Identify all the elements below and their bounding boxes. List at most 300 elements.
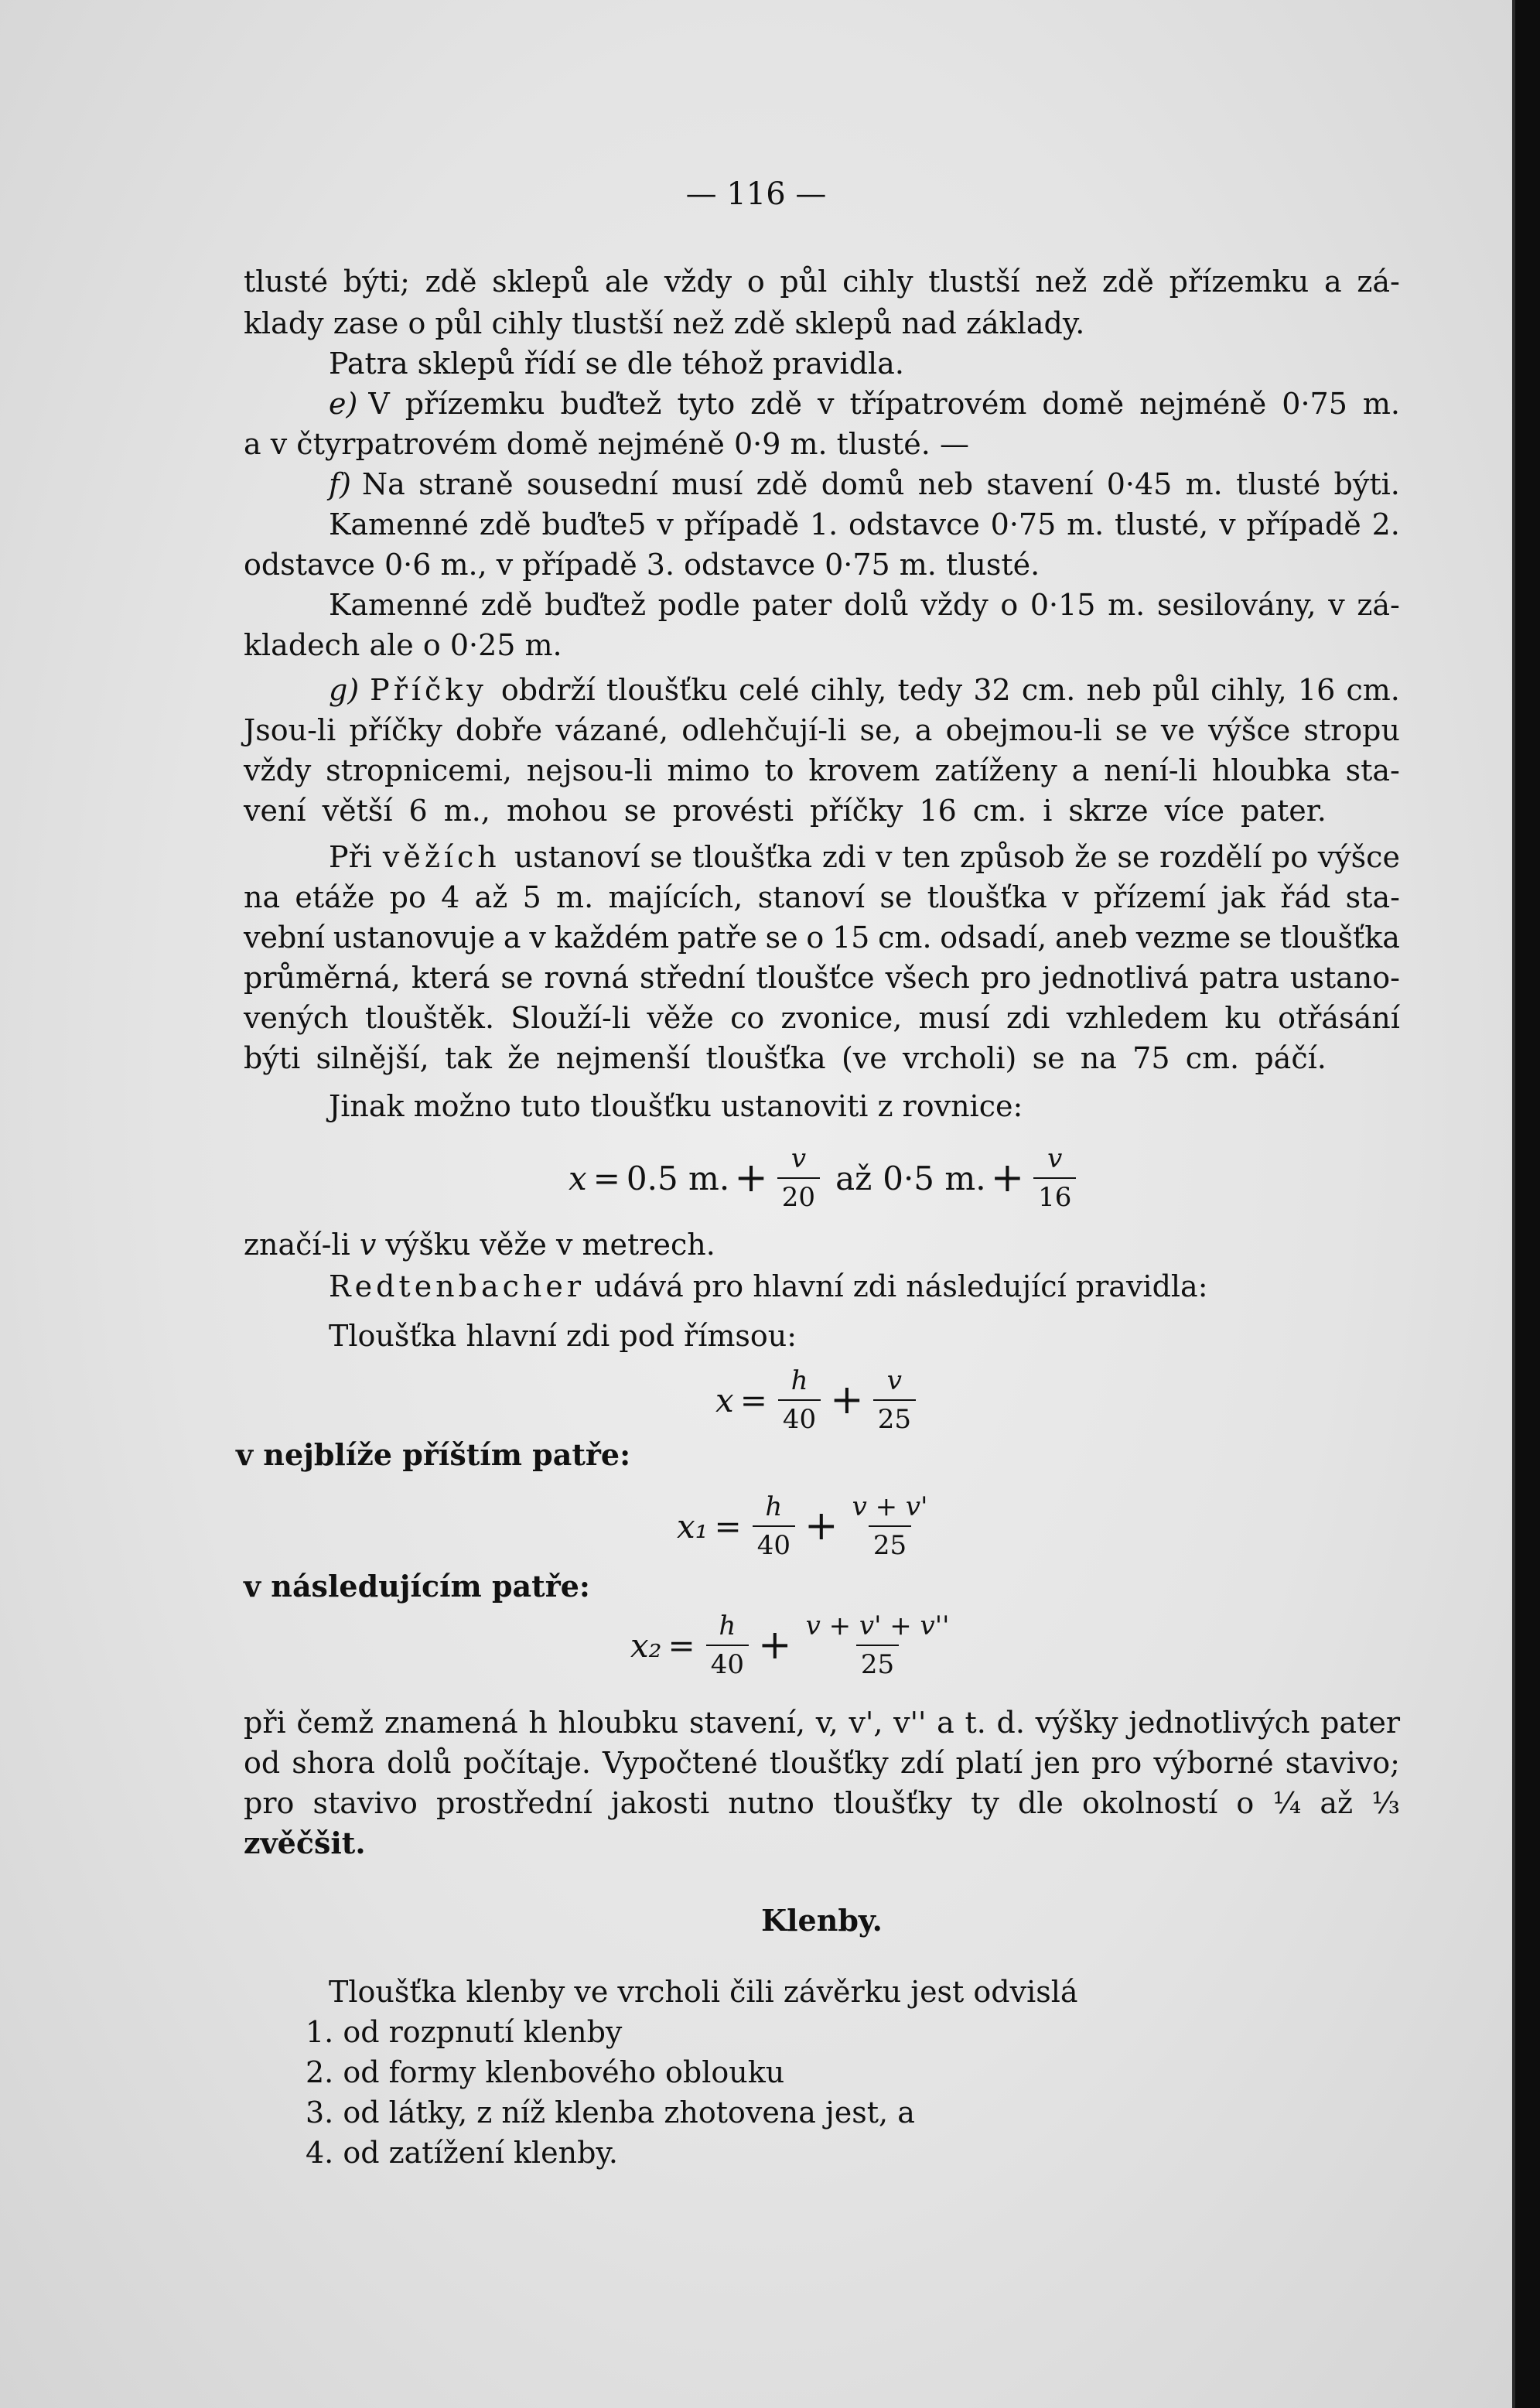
text-line — [244, 880, 1400, 914]
text-word: zdě — [480, 588, 533, 622]
text-word: 5 — [522, 880, 541, 914]
text-word: jakosti — [610, 1786, 710, 1820]
text-word: vební — [244, 921, 325, 955]
text-word: přízemku — [1169, 265, 1310, 299]
formula-op: + — [734, 1155, 768, 1201]
text-word: příčky — [809, 794, 903, 828]
text-word: hloubku — [558, 1706, 679, 1740]
formula-fraction: $\frac{h}{40}$ — [753, 1491, 795, 1561]
text-word: cm. — [1346, 673, 1400, 707]
text-word: mohou — [506, 794, 608, 828]
text-word: 6 — [408, 794, 428, 828]
text-word: m., — [443, 794, 490, 828]
text-line: a v čtyrpatrovém domě nejméně 0·9 m. tlusté. — — [244, 427, 969, 461]
text-word: obdrží — [500, 673, 596, 707]
text-word: na — [1080, 1041, 1117, 1075]
text-word: okolností — [1082, 1786, 1218, 1820]
text-line: Patra sklepů řídí se dle téhož pravidla. — [329, 347, 904, 381]
text-line — [244, 713, 1400, 747]
text-word: t. — [965, 1706, 986, 1740]
text-word: o — [746, 265, 765, 299]
text-word: rozdělí — [1159, 840, 1262, 874]
text-word: v — [529, 921, 546, 955]
text-word: vrcholi) — [902, 1041, 1017, 1075]
paragraph-label: g) — [329, 673, 360, 707]
text-word: tloušťka — [705, 1041, 826, 1075]
text-word: v'' — [893, 1706, 927, 1740]
text-line: Tloušťka klenby ve vrcholi čili závěrku jest odvislá — [329, 1975, 1078, 2009]
text-word: vených — [244, 1001, 349, 1035]
text-line — [329, 842, 1400, 872]
text-word: 0·75 — [1282, 387, 1347, 421]
text-word: jen — [1034, 1746, 1080, 1780]
text-line: odstavce 0·6 m., v případě 3. odstavce 0·75 m. tlusté. — [244, 548, 1040, 582]
text-line — [244, 1748, 1400, 1778]
text-word: se — [1238, 921, 1272, 955]
text-word: zdě — [425, 265, 477, 299]
text-word: ustanovuje — [333, 921, 496, 955]
text-word: sklepů — [492, 265, 590, 299]
text-word: odlehčují-li — [681, 713, 847, 747]
formula-var: x — [569, 1159, 587, 1197]
text-word: značí-li — [244, 1228, 350, 1262]
text-word: stavivo — [312, 1786, 418, 1820]
text-word: buďte5 — [541, 507, 647, 541]
text-word: majících, — [608, 880, 743, 914]
text-word: v — [1328, 588, 1345, 622]
text-word: musí — [671, 467, 743, 501]
text-word: 16 — [1297, 673, 1336, 707]
text-line — [244, 1003, 1400, 1033]
list-item: 2. od formy klenbového oblouku — [306, 2055, 785, 2089]
text-word: stavivo; — [1285, 1746, 1400, 1780]
text-word: shora — [292, 1746, 375, 1780]
formula-term: 0.5 m. — [626, 1159, 730, 1197]
text-word: průměrná, — [244, 961, 401, 995]
text-word: 1. — [809, 507, 838, 541]
text-word: výborné — [1153, 1746, 1274, 1780]
text-word: čemž — [296, 1706, 374, 1740]
text-word: tlusté — [1236, 467, 1321, 501]
text-line — [236, 1437, 631, 1472]
text-line: klady zase o půl cihly tlustší než zdě sklepů nad základy. — [244, 306, 1085, 340]
text-word: dolů — [843, 588, 909, 622]
formula-term: 0·5 m. — [883, 1159, 986, 1197]
formula-fraction: $\frac{v}{20}$ — [777, 1143, 820, 1213]
text-word: zá- — [1357, 588, 1400, 622]
text-word: musí — [918, 1001, 990, 1035]
text-word: vezme — [1135, 921, 1231, 955]
formula-eq: = — [592, 1159, 620, 1197]
text-word: než — [1035, 265, 1088, 299]
text-word: krovem — [808, 753, 920, 787]
text-word: 4 — [441, 880, 460, 914]
text-word: platí — [955, 1746, 1023, 1780]
text-word: ⅓ — [1371, 1786, 1400, 1820]
text-word: zdě — [1102, 265, 1154, 299]
text-word: výšce — [1207, 713, 1291, 747]
text-word: v — [1062, 880, 1079, 914]
formula-var: x₁ — [677, 1507, 709, 1546]
text-word: tloušťku — [606, 673, 728, 707]
text-line — [329, 387, 1400, 421]
text-word: jednotlivých — [1129, 1706, 1310, 1740]
text-word: střední — [639, 961, 746, 995]
text-word: domů — [821, 467, 905, 501]
text-word: věže — [647, 1001, 714, 1035]
text-word: stavení, — [688, 1706, 806, 1740]
text-word: odstavce — [848, 507, 980, 541]
text-word: pro — [244, 1786, 295, 1820]
text-word: že — [1074, 840, 1108, 874]
text-word: se — [879, 880, 913, 914]
text-word: sesilovány, — [1156, 588, 1316, 622]
text-word: 32 — [973, 673, 1011, 707]
formula-fraction: $\frac{h}{40}$ — [778, 1365, 821, 1435]
text-word: se — [1117, 840, 1150, 874]
text-word: Slouží-li — [510, 1001, 631, 1035]
text-word: 0·45 — [1106, 467, 1173, 501]
text-word: straně — [418, 467, 514, 501]
text-word: všech — [885, 961, 970, 995]
formula-word: až — [835, 1159, 872, 1197]
text-word: až — [1320, 1786, 1353, 1820]
text-line — [329, 1269, 1208, 1303]
text-word: v — [876, 840, 893, 874]
text-word: dle — [1017, 1786, 1064, 1820]
text-word: ustano- — [1289, 961, 1400, 995]
text-line — [329, 590, 1400, 620]
text-word: zdi — [821, 840, 866, 874]
text-line — [244, 794, 1327, 828]
text-word: tloušťka — [1279, 921, 1400, 955]
formula-2 — [715, 1365, 920, 1435]
page-number: — 116 — — [685, 176, 827, 212]
spaced-term: Redtenbacher — [329, 1269, 586, 1303]
text-word: pro — [1091, 1746, 1142, 1780]
text-word: a — [1071, 753, 1090, 787]
text-word: cm. — [878, 921, 932, 955]
text-word: tak — [444, 1041, 492, 1075]
text-word: cihly — [842, 265, 913, 299]
text-word: obejmou-li — [945, 713, 1102, 747]
text-word: 0·15 — [1030, 588, 1096, 622]
text-line — [329, 675, 1400, 705]
text-line — [244, 1788, 1400, 1818]
text-line — [244, 1043, 1327, 1073]
text-word: Jsou-li — [244, 713, 336, 747]
text-word: cihly, — [810, 673, 887, 707]
text-word: zdě — [750, 387, 803, 421]
text-word: v následujícím patře: — [244, 1569, 590, 1604]
text-word: sousední — [526, 467, 658, 501]
text-word: to — [764, 753, 794, 787]
text-word: se, — [859, 713, 902, 747]
text-word: i — [1043, 794, 1053, 828]
text-word: že — [507, 1041, 541, 1075]
text-word: znamená — [384, 1706, 518, 1740]
text-word: výšku věže v metrech. — [385, 1228, 715, 1262]
text-line — [244, 753, 1400, 787]
formula-eq: = — [714, 1507, 742, 1546]
text-line: zvěčšit. — [244, 1826, 366, 1860]
text-word: zdě — [756, 467, 808, 501]
text-word: řád — [1280, 880, 1331, 914]
text-word: buďtež — [545, 588, 647, 622]
text-word: h — [528, 1706, 548, 1740]
text-word: neb — [917, 467, 974, 501]
text-word: m. — [1185, 467, 1223, 501]
text-word: po — [1271, 840, 1309, 874]
formula-op: + — [758, 1622, 792, 1669]
text-word: o — [1236, 1786, 1255, 1820]
text-word: celé — [739, 673, 800, 707]
text-word: 0·75 — [990, 507, 1057, 541]
formula-var: x — [715, 1381, 734, 1419]
text-word: provésti — [672, 794, 794, 828]
text-word: tyto — [677, 387, 736, 421]
text-word: vzhledem — [1066, 1001, 1209, 1035]
text-word: se — [500, 961, 534, 995]
text-line: Tloušťka hlavní zdi pod římsou: — [329, 1319, 797, 1353]
text-word: patře — [677, 921, 757, 955]
text-word: o — [1000, 588, 1019, 622]
text-word: dobře — [455, 713, 543, 747]
text-line — [244, 1706, 1400, 1740]
text-word: cm. — [1185, 1041, 1240, 1075]
text-line — [244, 265, 1400, 299]
text-word: zatíženy — [934, 753, 1057, 787]
text-word: příčky — [349, 713, 442, 747]
text-word: buďtež — [560, 387, 662, 421]
text-word: až — [474, 880, 508, 914]
text-word: 2. — [1371, 507, 1400, 541]
text-word: sta- — [1345, 753, 1400, 787]
text-word: v — [657, 507, 674, 541]
text-word: se — [1032, 1041, 1065, 1075]
text-word: ve — [1160, 713, 1195, 747]
formula-fraction: $\frac{v + v' + v''}{25}$ — [805, 1610, 950, 1680]
text-word: páčí. — [1255, 1041, 1327, 1075]
text-word: třípatrovém — [849, 387, 1027, 421]
text-word: v — [818, 387, 835, 421]
text-word: pater — [1320, 1706, 1400, 1740]
paragraph-label: e) — [329, 387, 358, 421]
text-word: tlusté, — [1115, 507, 1209, 541]
text-word: býti — [244, 1041, 301, 1075]
text-word: případě — [1246, 507, 1361, 541]
text-word: cihly, — [1210, 673, 1287, 707]
text-word: (ve — [841, 1041, 887, 1075]
text-word: o — [806, 921, 825, 955]
text-line: kladech ale o 0·25 m. — [244, 628, 562, 662]
formula-4 — [630, 1610, 958, 1680]
text-word: 15 — [832, 921, 870, 955]
text-word: Na — [361, 467, 405, 501]
text-word: sta- — [1345, 880, 1400, 914]
text-word: 75 — [1132, 1041, 1170, 1075]
formula-eq: = — [739, 1381, 767, 1419]
text-word: rovná — [544, 961, 630, 995]
text-word: počítaje. — [463, 1746, 591, 1780]
formula-op: + — [990, 1155, 1025, 1201]
text-word: pater — [752, 588, 832, 622]
text-word: patra — [1199, 961, 1279, 995]
text-word: býti; — [343, 265, 410, 299]
text-word: se — [650, 840, 683, 874]
text-word: zdí — [900, 1746, 944, 1780]
text-word: Kamenné — [329, 588, 470, 622]
text-word: ten — [902, 840, 951, 874]
text-word: ty — [971, 1786, 999, 1820]
text-word: tloušťka — [691, 840, 813, 874]
text-word: Kamenné — [329, 507, 470, 541]
text-word: V — [368, 387, 390, 421]
text-word: není-li — [1104, 753, 1197, 787]
text-word: v nejblíže příštím patře: — [236, 1437, 631, 1472]
text-word: přízemku — [405, 387, 545, 421]
text-word: tloušťky — [769, 1746, 889, 1780]
text-word: po — [389, 880, 426, 914]
text-word: se — [765, 921, 798, 955]
text-word: vždy — [664, 265, 732, 299]
text-word: ale — [604, 265, 650, 299]
text-word: m. — [556, 880, 594, 914]
text-word: skrze — [1068, 794, 1149, 828]
paragraph-label: f) — [329, 467, 351, 501]
text-line — [244, 921, 1400, 955]
list-item: 1. od rozpnutí klenby — [306, 2015, 623, 2049]
text-word: stanoví — [757, 880, 866, 914]
text-word: Při — [329, 840, 372, 874]
text-word: výšky — [1035, 1706, 1118, 1740]
text-line — [329, 467, 1400, 501]
text-word: od — [244, 1746, 281, 1780]
text-word: a — [937, 1706, 954, 1740]
text-word: d. — [996, 1706, 1025, 1740]
text-word: podle — [657, 588, 740, 622]
text-line: Jinak možno tuto tloušťku ustanoviti z rovnice: — [329, 1089, 1023, 1123]
text-word: stropnicemi, — [326, 753, 512, 787]
text-word: m. — [1362, 387, 1400, 421]
text-word: vení — [244, 794, 306, 828]
text-word: půl — [780, 265, 828, 299]
text-word: otřásání — [1278, 1001, 1400, 1035]
text-word: a — [1323, 265, 1342, 299]
text-word: ¼ — [1272, 1786, 1302, 1820]
text-word: dolů — [387, 1746, 452, 1780]
text-word: cm. — [972, 794, 1027, 828]
formula-fraction: $\frac{v}{16}$ — [1033, 1143, 1076, 1213]
text-word: neb — [1086, 673, 1142, 707]
text-word: vázané, — [555, 713, 669, 747]
text-word: udává pro hlavní zdi následující pravidla: — [594, 1269, 1208, 1303]
text-word: přízemí — [1093, 880, 1207, 914]
formula-op: + — [830, 1377, 864, 1423]
text-word: větší — [322, 794, 393, 828]
text-word: každém — [554, 921, 670, 955]
text-word: tlustší — [928, 265, 1020, 299]
text-word: jak — [1221, 880, 1265, 914]
list-item: 4. od zatížení klenby. — [306, 2136, 618, 2170]
text-word: tlusté — [244, 265, 329, 299]
text-word: 16 — [919, 794, 957, 828]
text-word: etáže — [295, 880, 375, 914]
text-word: silnější, — [316, 1041, 429, 1075]
text-word: tloušťka — [927, 880, 1047, 914]
formula-3 — [677, 1491, 937, 1561]
text-word: se — [1115, 713, 1148, 747]
text-word: zá- — [1357, 265, 1400, 299]
text-word: hloubka — [1211, 753, 1331, 787]
formula-op: + — [804, 1503, 838, 1549]
spaced-term: věžích — [382, 840, 500, 874]
formula-1 — [569, 1143, 1081, 1213]
text-word: cm. — [1021, 673, 1076, 707]
text-word: tloušťce — [756, 961, 875, 995]
text-word: a — [503, 921, 521, 955]
text-word: zdě — [479, 507, 531, 541]
text-word: nutno — [728, 1786, 814, 1820]
text-word: jednotlivá — [1042, 961, 1189, 995]
formula-eq: = — [668, 1626, 695, 1665]
text-word: tedy — [897, 673, 963, 707]
text-word: nejsou-li — [526, 753, 653, 787]
text-word: výšce — [1317, 840, 1400, 874]
formula-fraction: $\frac{v}{25}$ — [873, 1365, 916, 1435]
text-word: co — [730, 1001, 765, 1035]
text-word: pro — [980, 961, 1032, 995]
text-word: vždy — [244, 753, 312, 787]
text-word: prostřední — [436, 1786, 592, 1820]
text-line — [244, 1228, 715, 1262]
formula-fraction: $\frac{v + v'}{25}$ — [852, 1491, 928, 1561]
text-word: případě — [684, 507, 800, 541]
text-word: se — [623, 794, 657, 828]
text-word: v', — [849, 1706, 883, 1740]
text-word: domě — [1042, 387, 1125, 421]
text-word: Vypočtené — [603, 1746, 758, 1780]
text-word: v, — [815, 1706, 838, 1740]
formula-var: x₂ — [630, 1626, 662, 1665]
formula-var: v — [359, 1228, 377, 1262]
text-word: zvonice, — [780, 1001, 903, 1035]
text-word: stavení — [986, 467, 1094, 501]
section-heading: Klenby. — [761, 1903, 883, 1938]
text-word: m. — [1067, 507, 1105, 541]
text-word: tlouštěk. — [364, 1001, 495, 1035]
text-word: m. — [1108, 588, 1146, 622]
text-line — [329, 507, 1400, 541]
text-word: ustanoví — [514, 840, 640, 874]
text-word: v — [1219, 507, 1236, 541]
spaced-term: Příčky — [370, 673, 487, 707]
text-line — [244, 961, 1400, 995]
text-word: stropu — [1303, 713, 1400, 747]
text-word: a — [914, 713, 933, 747]
list-item: 3. od látky, z níž klenba zhotovena jest, a — [306, 2095, 915, 2130]
text-word: více — [1164, 794, 1225, 828]
text-word: způsob — [960, 840, 1065, 874]
text-word: býti. — [1333, 467, 1400, 501]
text-word: která — [411, 961, 490, 995]
text-line — [244, 1569, 590, 1604]
formula-fraction: $\frac{h}{40}$ — [706, 1610, 749, 1680]
text-word: pater. — [1241, 794, 1327, 828]
text-word: při — [244, 1706, 286, 1740]
text-word: nejmenší — [555, 1041, 691, 1075]
text-word: na — [244, 880, 281, 914]
